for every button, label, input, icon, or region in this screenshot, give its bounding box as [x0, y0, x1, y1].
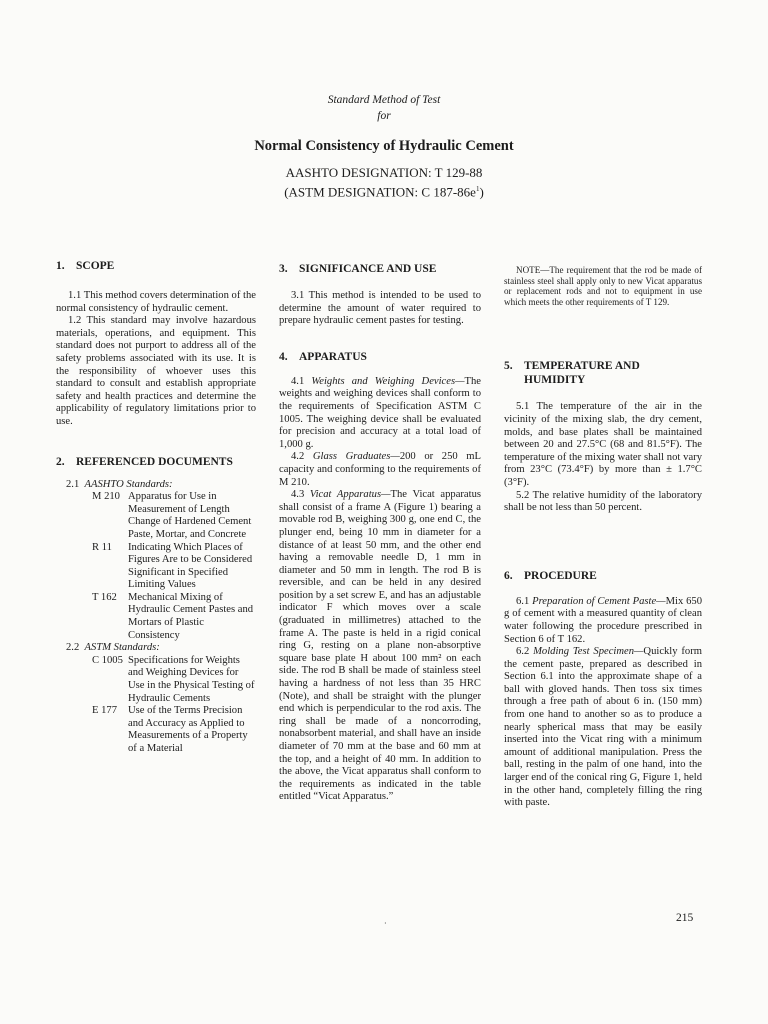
- reference-item: T 162 Mechanical Mixing of Hydraulic Cement Pastes and Mortars of Plastic Consistency: [92, 591, 254, 641]
- aashto-designation: AASHTO DESIGNATION: T 129-88: [285, 165, 483, 180]
- paragraph-4-3: 4.3 Vicat Apparatus—The Vicat apparatus shall consist of a frame A (Figure 1) bearing a movable rod B, weighing 300 g, one end C, the plunger end, being 10 mm in diameter for a distance of at least 50 mm, and the other end having a removable needle D, 1 mm in diameter and 50 mm in length. The rod B is reversible, and can be held in any desired position by a set screw E, and has an adjustable indicator F which moves over a scale (graduated in millimetres) attached to the frame A. The paste is held in a rigid conical ring G, resting on a plane non-absorptive square base plate H about 100 mm² on each side. The rod B shall be made of stainless steel having a hardness of not less than 35 HRC (Note), and shall be straight with the plunger end which is perpendicular to the rod axis. The ring shall be made of a noncorroding, nonabsorbent material, and shall have an inside diameter of 70 mm at the base and 60 mm at the top, and a height of 40 mm. In addition to the above, the Vicat apparatus shall conform to the requirements as indicated in the table entitled “Vicat Apparatus.”: [279, 489, 481, 803]
- astm-designation: (ASTM DESIGNATION: C $187-86e^1$): [284, 184, 484, 200]
- paragraph-3-1: 3.1 This method is intended to be used to determine the amount of water required to prepare hydraulic cement pastes for testing.: [279, 290, 481, 327]
- middle-column: [279, 262, 481, 804]
- reference-item: E 177 Use of the Terms Precision and Accuracy as Applied to Measurements of a Property of a Material: [92, 705, 248, 754]
- section-5-heading: 5. TEMPERATURE AND HUMIDITY: [504, 360, 640, 387]
- section-2-heading: 2. REFERENCED DOCUMENTS: [56, 455, 233, 468]
- reference-item: M 210 Apparatus for Use in Measurement of Length Change of Hardened Cement Paste, Mortar, and Concrete: [92, 491, 252, 540]
- for-label: for: [377, 110, 391, 122]
- document-title: Normal Consistency of Hydraulic Cement: [254, 138, 514, 154]
- document-header: [0, 92, 768, 200]
- paragraph-5-1: 5.1 The temperature of the air in the vicinity of the mixing slab, the dry cement, molds, and base plates shall be maintained between 20 and 27.5°C (68 and 81.5°F). The temperature of the mixing water shall not vary from 23°C (73.4°F) by more than ± 1.7°C (3°F).: [504, 401, 702, 488]
- left-column: [56, 259, 256, 756]
- paragraph-1-1: 1.1 This method covers determination of the normal consistency of hydraulic cement.: [56, 290, 256, 314]
- paragraph-1-2: 1.2 This standard may involve hazardous materials, operations, and equipment. This standard does not purport to address all of the safety problems associated with its use. It is the responsibility of whoever uses this standard to consult and establish appropriate safety and health practices and determine the applicability of regulatory limitations prior to use.: [56, 315, 256, 427]
- right-column: [504, 265, 702, 810]
- paragraph-6-2: 6.2 Molding Test Specimen—Quickly form the cement paste, prepared as described in Section 6.1 into the approximate shape of a ball with gloved hands. Then toss six times through a free path of about 6 in. (150 mm) from one hand to another so as to produce a nearly spherical mass that may be easily inserted into the Vicat ring with a minimum amount of additional manipulation. Press the ball, resting in the palm of one hand, into the larger end of the conical ring G, Figure 1, held in the other hand, completely filling the ring with paste.: [504, 646, 702, 809]
- center-mark: ·: [384, 919, 387, 928]
- subsection-2-2-heading: 2.2 ASTM Standards:: [66, 642, 160, 654]
- page-number: 215: [676, 912, 694, 924]
- astm-reference-list: [56, 655, 256, 756]
- paragraph-5-2: 5.2 The relative humidity of the laboratory shall be not less than 50 percent.: [504, 489, 702, 514]
- paragraph-4-1: 4.1 Weights and Weighing Devices—The weights and weighing devices shall conform to the requirements of Specification ASTM C 1005. The weighing device shall be evaluated for precision and accuracy at a total load of 1,000 g.: [279, 375, 481, 450]
- paragraph-6-1: 6.1 Preparation of Cement Paste—Mix 650 g of cement with a measured quantity of clean water following the procedure prescribed in Section 6 of T 162.: [504, 595, 703, 645]
- section-3-heading: 3. SIGNIFICANCE AND USE: [279, 263, 437, 275]
- section-6-heading: 6. PROCEDURE: [504, 569, 597, 582]
- section-4-heading: 4. APPARATUS: [279, 350, 367, 363]
- subsection-2-1-heading: 2.1 AASHTO Standards:: [66, 478, 173, 490]
- note-paragraph: NOTE—The requirement that the rod be made of stainless steel shall apply only to new Vicat apparatus or replacement rods and not to equipment in use which meets the other requirements of T 129.: [504, 265, 702, 307]
- aashto-reference-list: [56, 491, 256, 642]
- reference-item: R 11 Indicating Which Places of Figures Are to be Considered Significant in Specified Limiting Values: [92, 541, 253, 591]
- standard-method-label: Standard Method of Test: [327, 94, 441, 106]
- section-1-heading: 1. SCOPE: [56, 260, 115, 272]
- reference-item: C 1005 Specifications for Weights and Weighing Devices for Use in the Physical Testing of Hydraulic Cements: [92, 654, 255, 704]
- paragraph-4-2: 4.2 Glass Graduates—200 or 250 mL capacity and conforming to the requirements of M 210.: [279, 451, 482, 488]
